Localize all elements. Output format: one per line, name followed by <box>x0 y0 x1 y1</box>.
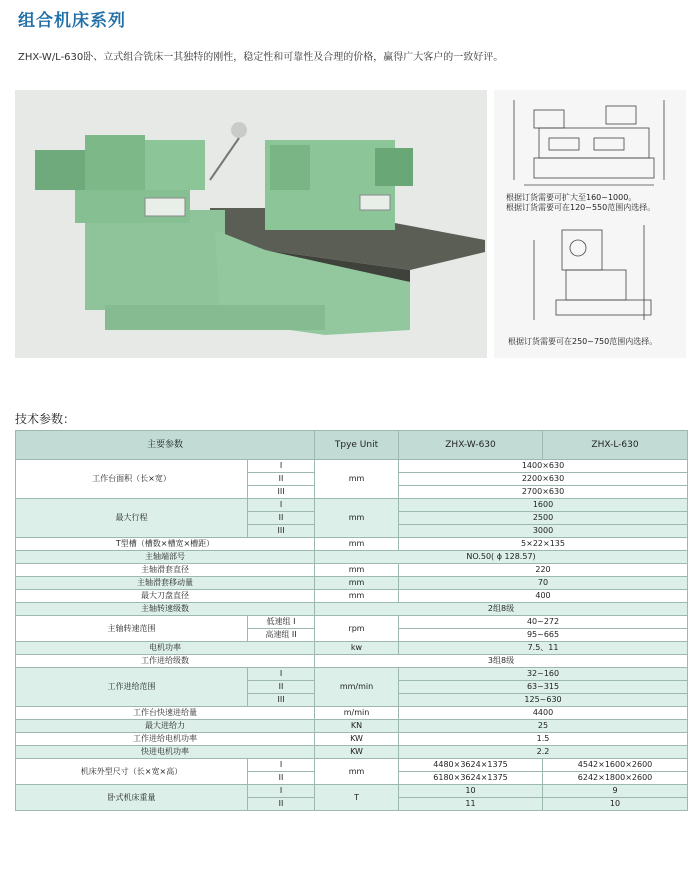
row-label: 工作进给范围 <box>16 668 248 707</box>
row-value: 400 <box>399 590 688 603</box>
row-unit: mm <box>315 759 399 785</box>
row-unit: KW <box>315 733 399 746</box>
page-title: 组合机床系列 <box>18 11 126 31</box>
row-label: 工作台快速进给量 <box>16 707 315 720</box>
row-label: T型槽（槽数×槽宽×槽距） <box>16 538 315 551</box>
row-value-l: 6242×1800×2600 <box>543 772 688 785</box>
row-value-w: 6180×3624×1375 <box>399 772 543 785</box>
row-label: 主轴滑套直径 <box>16 564 315 577</box>
table-row <box>16 733 688 746</box>
table-header-row <box>16 431 688 460</box>
row-sub: I <box>248 499 315 512</box>
table-row <box>16 785 688 798</box>
row-unit: mm <box>315 590 399 603</box>
table-row <box>16 642 688 655</box>
row-value-w: 10 <box>399 785 543 798</box>
row-unit: mm <box>315 564 399 577</box>
row-label: 机床外型尺寸（长×宽×高） <box>16 759 248 785</box>
row-value: 1.5 <box>399 733 688 746</box>
row-value: 5×22×135 <box>399 538 688 551</box>
row-value: 63~315 <box>399 681 688 694</box>
row-value: 70 <box>399 577 688 590</box>
row-value: 2组8级 <box>315 603 688 616</box>
row-sub: I <box>248 668 315 681</box>
row-value: 40~272 <box>399 616 688 629</box>
row-label: 电机功率 <box>16 642 315 655</box>
row-value: 1400×630 <box>399 460 688 473</box>
row-label: 主轴转速范围 <box>16 616 248 642</box>
drawing-note-1: 根据订货需要可扩大至160~1000。 <box>506 193 637 202</box>
row-value: NO.50( ϕ 128.57) <box>315 551 688 564</box>
row-value-l: 10 <box>543 798 688 811</box>
row-unit: T <box>315 785 399 811</box>
row-unit: KN <box>315 720 399 733</box>
row-label: 最大行程 <box>16 499 248 538</box>
table-row <box>16 499 688 512</box>
header-unit: Tpye Unit <box>315 431 399 460</box>
row-label: 工作进给级数 <box>16 655 315 668</box>
row-sub: I <box>248 759 315 772</box>
row-value: 7.5、11 <box>399 642 688 655</box>
row-unit: mm/min <box>315 668 399 707</box>
row-label: 主轴转速级数 <box>16 603 315 616</box>
row-label: 最大进给力 <box>16 720 315 733</box>
header-w630: ZHX-W-630 <box>399 431 543 460</box>
row-unit: KW <box>315 746 399 759</box>
row-value-l: 9 <box>543 785 688 798</box>
row-value: 95~665 <box>399 629 688 642</box>
table-row <box>16 655 688 668</box>
drawing-note-3: 根据订货需要可在250~750范围内选择。 <box>508 337 658 346</box>
row-label: 快进电机功率 <box>16 746 315 759</box>
row-value: 32~160 <box>399 668 688 681</box>
row-value-w: 4480×3624×1375 <box>399 759 543 772</box>
row-value: 3组8级 <box>315 655 688 668</box>
row-value-l: 4542×1600×2600 <box>543 759 688 772</box>
spec-table <box>15 430 688 811</box>
header-l630: ZHX-L-630 <box>543 431 688 460</box>
row-unit: mm <box>315 460 399 499</box>
row-label: 主轴端部号 <box>16 551 315 564</box>
row-unit: mm <box>315 577 399 590</box>
table-row <box>16 564 688 577</box>
row-value-w: 11 <box>399 798 543 811</box>
table-row <box>16 577 688 590</box>
table-row <box>16 759 688 772</box>
table-row <box>16 707 688 720</box>
row-value: 1600 <box>399 499 688 512</box>
row-unit: m/min <box>315 707 399 720</box>
row-value: 2200×630 <box>399 473 688 486</box>
row-label: 最大刀盘直径 <box>16 590 315 603</box>
row-value: 25 <box>399 720 688 733</box>
table-row <box>16 590 688 603</box>
row-sub: II <box>248 798 315 811</box>
table-row <box>16 460 688 473</box>
row-sub: I <box>248 785 315 798</box>
row-sub: II <box>248 772 315 785</box>
row-label: 工作进给电机功率 <box>16 733 315 746</box>
header-param: 主要参数 <box>16 431 315 460</box>
row-unit: kw <box>315 642 399 655</box>
row-unit: mm <box>315 499 399 538</box>
table-row <box>16 616 688 629</box>
intro-text: ZHX-W/L-630卧、立式组合铣床一其独特的刚性，稳定性和可靠性及合理的价格，赢得广大客户的一致好评。 <box>18 52 504 63</box>
row-sub: 低速组 I <box>248 616 315 629</box>
row-sub: I <box>248 460 315 473</box>
dimension-drawing <box>494 90 686 358</box>
row-value: 2700×630 <box>399 486 688 499</box>
row-sub: III <box>248 694 315 707</box>
row-unit: rpm <box>315 616 399 642</box>
row-label: 卧式机床重量 <box>16 785 248 811</box>
row-value: 2500 <box>399 512 688 525</box>
row-sub: III <box>248 486 315 499</box>
section-title: 技术参数： <box>15 412 76 426</box>
row-label: 工作台面积（长×宽） <box>16 460 248 499</box>
row-sub: II <box>248 681 315 694</box>
drawing-note-2: 根据订货需要可在120~550范围内选择。 <box>506 203 656 212</box>
row-value: 220 <box>399 564 688 577</box>
row-value: 3000 <box>399 525 688 538</box>
table-row <box>16 538 688 551</box>
row-value: 125~630 <box>399 694 688 707</box>
machine-photo <box>15 90 487 358</box>
row-label: 主轴滑套移动量 <box>16 577 315 590</box>
row-sub: II <box>248 473 315 486</box>
table-row <box>16 720 688 733</box>
row-unit: mm <box>315 538 399 551</box>
table-row <box>16 668 688 681</box>
row-sub: II <box>248 512 315 525</box>
row-sub: 高速组 II <box>248 629 315 642</box>
table-row <box>16 551 688 564</box>
table-row <box>16 746 688 759</box>
row-value: 2.2 <box>399 746 688 759</box>
row-value: 4400 <box>399 707 688 720</box>
row-sub: III <box>248 525 315 538</box>
table-row <box>16 603 688 616</box>
